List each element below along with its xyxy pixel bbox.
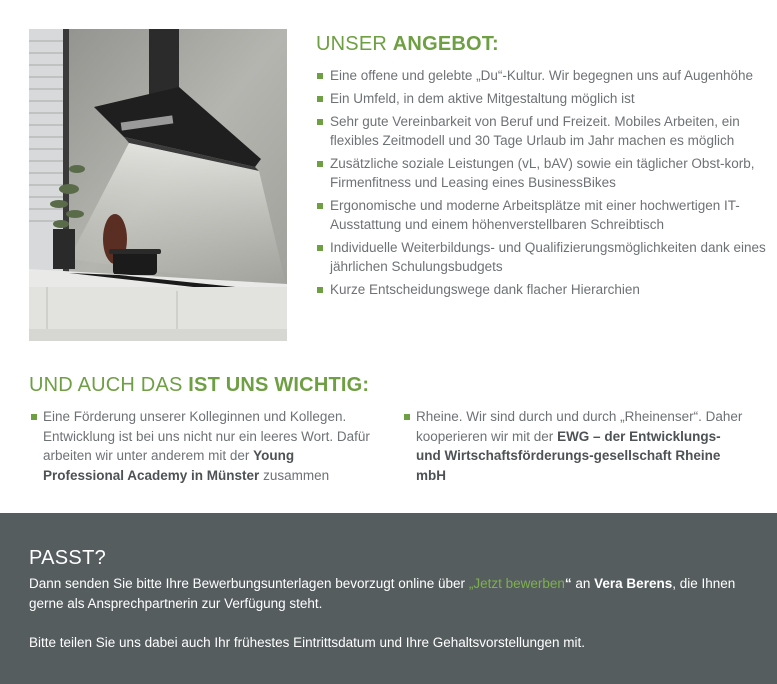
apply-link[interactable]: „Jetzt bewerben bbox=[468, 576, 565, 591]
list-item: Ergonomische und moderne Arbeitsplätze mit einer hochwertigen IT-Ausstattung und einem höhenverstellbaren Schreibtisch bbox=[316, 196, 766, 234]
kitchen-hood-image bbox=[29, 29, 287, 341]
contact-name: Vera Berens bbox=[594, 576, 673, 591]
offer-section bbox=[316, 33, 766, 303]
development-item: Eine Förderung unserer Kolleginnen und Kollegen. Entwicklung ist bei uns nicht nur ein leeres Wort. Dafür arbeiten wir unter anderem mit der Young Professional Academy in Münster zusammen bbox=[29, 407, 373, 485]
offer-title: UNSER ANGEBOT: bbox=[316, 33, 499, 55]
list-item: Kurze Entscheidungswege dank flacher Hierarchien bbox=[316, 280, 766, 299]
apply-paragraph: Dann senden Sie bitte Ihre Bewerbungsunterlagen bevorzugt online über „Jetzt bewerben“ an Vera Berens, die Ihnen gerne als Ansprechpartnerin zur Verfügung steht. bbox=[29, 576, 736, 611]
list-item: Sehr gute Vereinbarkeit von Beruf und Freizeit. Mobiles Arbeiten, ein flexibles Zeitmodell und 30 Tage Urlaub im Jahr machen es möglich bbox=[316, 112, 766, 150]
list-item: Ein Umfeld, in dem aktive Mitgestaltung möglich ist bbox=[316, 89, 766, 108]
offer-list bbox=[316, 66, 766, 299]
list-item: Eine offene und gelebte „Du“-Kultur. Wir begegnen uns auf Augenhöhe bbox=[316, 66, 766, 85]
apply-footer bbox=[0, 513, 777, 684]
footer-title: PASST? bbox=[29, 547, 107, 569]
rheine-item: Rheine. Wir sind durch und durch „Rheinenser“. Daher kooperieren wir mit der EWG – der Entwicklungs- und Wirtschaftsförderungs-gesellschaft Rheine mbH bbox=[402, 407, 746, 485]
important-title: UND AUCH DAS IST UNS WICHTIG: bbox=[29, 374, 370, 396]
list-item: Zusätzliche soziale Leistungen (vL, bAV) sowie ein täglicher Obst-korb, Firmenfitness und Leasing eines BusinessBikes bbox=[316, 154, 766, 192]
salary-paragraph: Bitte teilen Sie uns dabei auch Ihr frühestes Eintrittsdatum und Ihre Gehaltsvorstellungen mit. bbox=[29, 635, 586, 650]
list-item: Individuelle Weiterbildungs- und Qualifizierungsmöglichkeiten dank eines jährlichen Schulungsbudgets bbox=[316, 238, 766, 276]
important-section bbox=[29, 374, 759, 487]
